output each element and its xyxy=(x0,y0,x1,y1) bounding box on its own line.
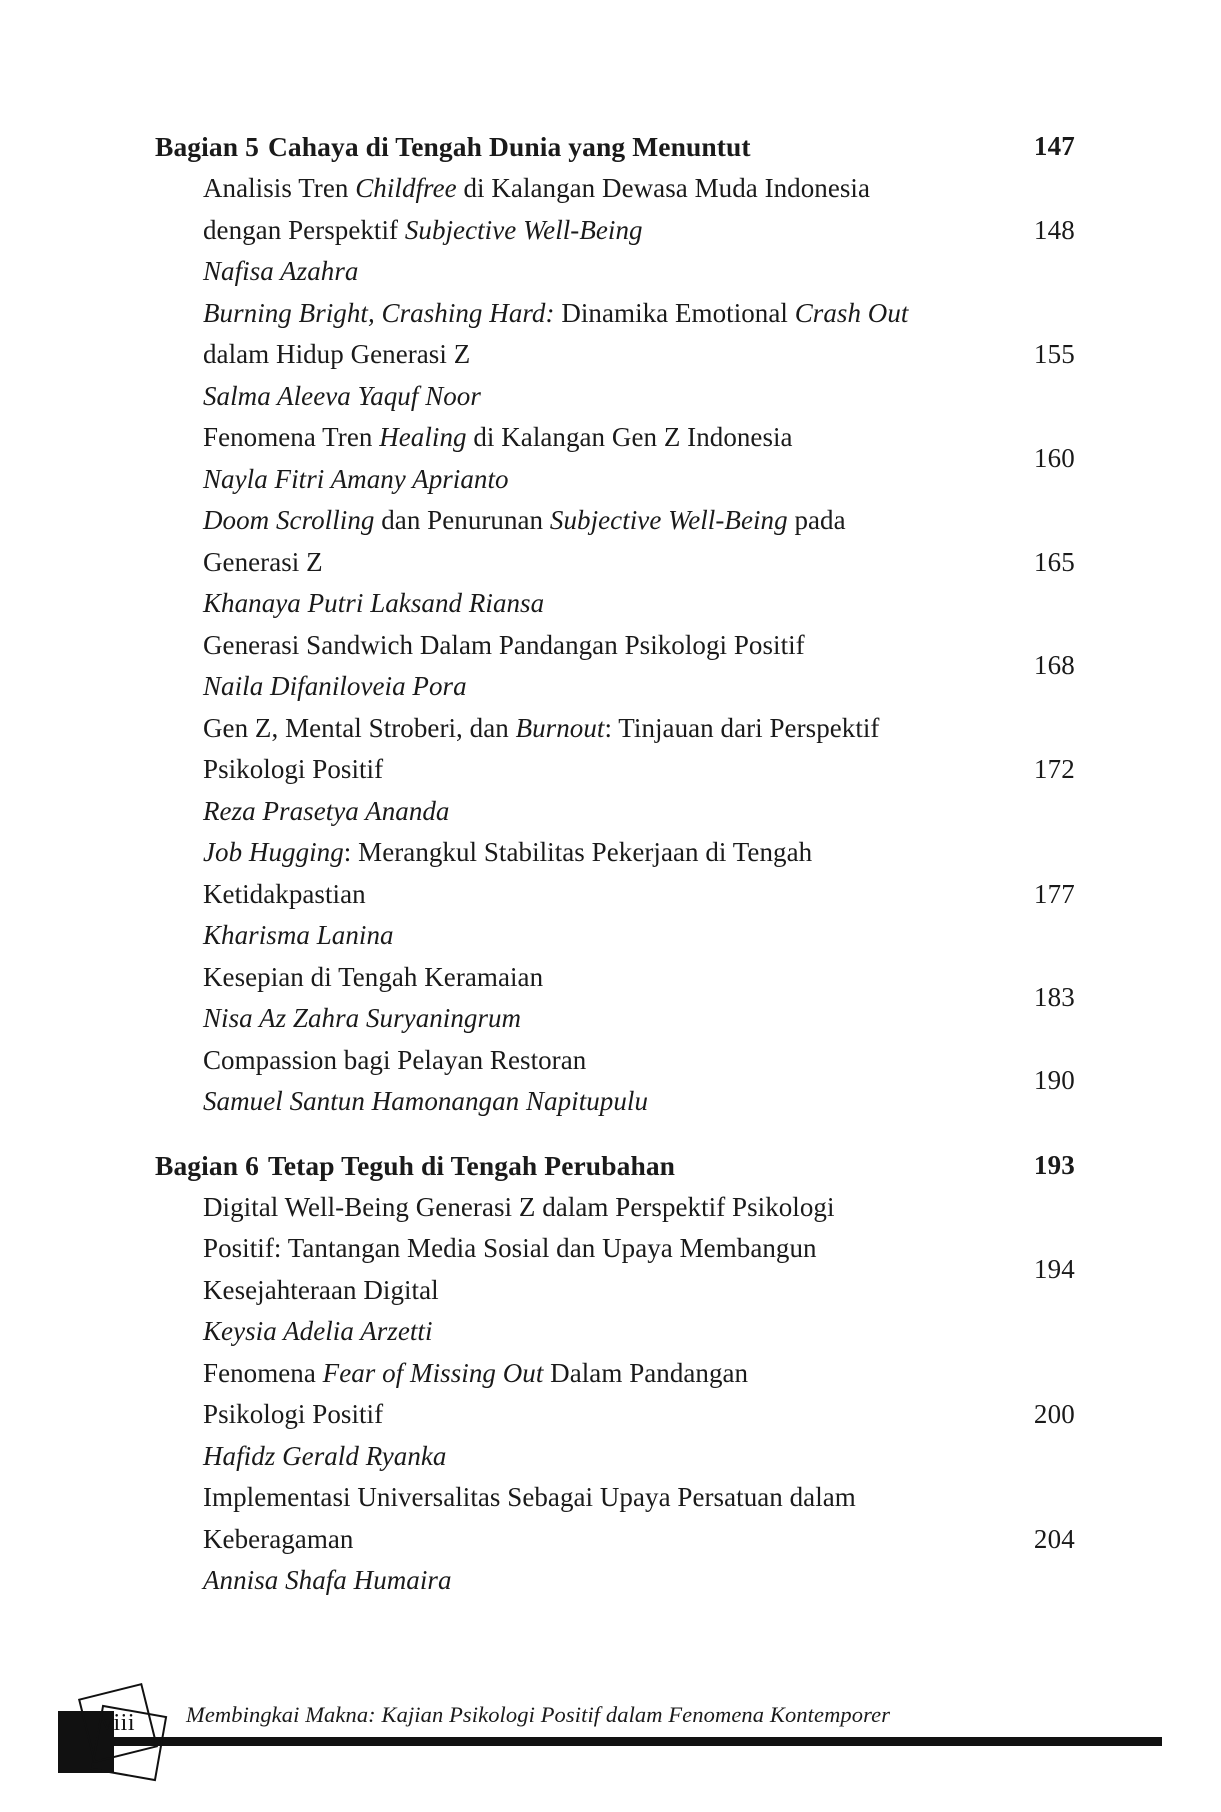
text-run: Compassion bagi Pelayan Restoran xyxy=(203,1044,587,1075)
text-run: Implementasi Universalitas Sebagai Upaya Persatuan dalam xyxy=(203,1482,856,1512)
footer-rule xyxy=(58,1737,1162,1746)
toc-entry-row[interactable] xyxy=(155,625,1075,708)
text-run: Positif: Tantangan Media Sosial dan Upaya Membangun xyxy=(203,1233,817,1263)
toc-entry-title-line xyxy=(203,210,983,252)
toc-entry-title-line xyxy=(203,542,983,584)
toc-entry-block xyxy=(155,1187,983,1353)
toc-entry-block xyxy=(155,957,983,1040)
italic-run: Job Hugging xyxy=(203,837,344,867)
toc-part-heading-text xyxy=(155,1145,983,1187)
toc-entry-page-number: 177 xyxy=(1033,878,1075,909)
toc-entry-author: Reza Prasetya Ananda xyxy=(203,795,450,826)
toc-part-heading-row[interactable] xyxy=(155,126,1075,168)
toc-entry-author: Kharisma Lanina xyxy=(203,920,394,950)
text-run: Ketidakpastian xyxy=(203,878,366,909)
text-run: : Merangkul Stabilitas Pekerjaan di Tengah xyxy=(343,837,813,867)
text-run: Generasi Sandwich Dalam Pandangan Psikologi Positif xyxy=(203,629,805,660)
text-run: Psikologi Positif xyxy=(203,754,384,784)
toc-entry-block xyxy=(155,1477,983,1602)
toc-entry-title-line xyxy=(203,1394,983,1436)
toc-entry-author: Hafidz Gerald Ryanka xyxy=(203,1440,447,1471)
toc-entry-author: Nisa Az Zahra Suryaningrum xyxy=(203,1003,522,1033)
text-run: Generasi Z xyxy=(203,546,323,577)
text-run: Dalam Pandangan xyxy=(543,1357,749,1388)
toc-entry-author: Nayla Fitri Amany Aprianto xyxy=(203,463,509,494)
toc-entry-block xyxy=(155,500,983,625)
part-page-number: 193 xyxy=(1033,1149,1075,1180)
toc-entry-page-number: 155 xyxy=(1033,339,1075,369)
toc-entry-page-number: 168 xyxy=(1033,650,1075,681)
text-run: dengan Perspektif xyxy=(203,214,405,245)
toc-entry-text xyxy=(155,168,983,293)
toc-entry-text xyxy=(155,1187,983,1353)
toc-entry-row[interactable] xyxy=(155,1477,1075,1602)
part-title: Cahaya di Tengah Dunia yang Menuntut xyxy=(267,131,751,162)
toc-entry-text xyxy=(155,625,983,708)
toc-entry-title-line xyxy=(203,749,983,791)
text-run: di Kalangan Gen Z Indonesia xyxy=(466,422,793,452)
toc-entry-page-number: 183 xyxy=(1033,982,1075,1013)
toc-entry-title-line xyxy=(203,1040,983,1082)
toc-entry-title-line xyxy=(203,1353,983,1395)
italic-run: Crash Out xyxy=(794,297,909,328)
toc-entry-author: Nafisa Azahra xyxy=(203,256,359,286)
toc-entry-title-line xyxy=(203,293,983,335)
toc-entry-title-line xyxy=(203,832,983,874)
toc-entry-title-line xyxy=(203,874,983,916)
text-run: dalam Hidup Generasi Z xyxy=(203,339,471,369)
toc-entry-page-number: 204 xyxy=(1033,1523,1075,1554)
toc-entry-title-line xyxy=(203,334,983,376)
toc-part-heading-text xyxy=(155,126,983,168)
text-run: Dinamika Emotional xyxy=(554,297,795,328)
toc-part-heading-row[interactable] xyxy=(155,1145,1075,1187)
toc-entry-row[interactable] xyxy=(155,708,1075,833)
text-run: Kesejahteraan Digital xyxy=(203,1274,439,1305)
text-run: pada xyxy=(787,505,846,535)
italic-run: Subjective Well-Being xyxy=(549,505,788,535)
toc-entry-row[interactable] xyxy=(155,957,1075,1040)
page-footer xyxy=(0,1652,1221,1812)
toc-entry-block xyxy=(155,417,983,500)
toc-entry-page-number: 200 xyxy=(1033,1399,1075,1429)
text-run: dan Penurunan xyxy=(374,505,550,535)
toc-entry-title-line xyxy=(203,1228,983,1270)
part-label: Bagian 5 xyxy=(155,131,259,162)
toc-entry-row[interactable] xyxy=(155,417,1075,500)
italic-run: Subjective Well-Being xyxy=(404,214,643,245)
toc-entry-block xyxy=(155,168,983,293)
toc-entry-page-number: 165 xyxy=(1033,546,1075,577)
toc-entry-row[interactable] xyxy=(155,168,1075,293)
toc-entry-text xyxy=(155,708,983,833)
toc-entry-title-line xyxy=(203,417,983,459)
toc-entry-text xyxy=(155,417,983,500)
text-run: Analisis Tren xyxy=(203,173,356,203)
text-run: Psikologi Positif xyxy=(203,1399,384,1429)
text-run: Fenomena Tren xyxy=(203,422,380,452)
text-run: Kesepian di Tengah Keramaian xyxy=(203,961,544,992)
toc-entry-author: Khanaya Putri Laksand Riansa xyxy=(203,588,545,618)
toc-entry-row[interactable] xyxy=(155,500,1075,625)
toc-entry-text xyxy=(155,500,983,625)
text-run: Gen Z, Mental Stroberi, dan xyxy=(203,712,516,743)
toc-entry-title-line xyxy=(203,957,983,999)
text-run: : Tinjauan dari Perspektif xyxy=(604,712,880,743)
toc-entry-author: Keysia Adelia Arzetti xyxy=(203,1316,433,1346)
toc-entry-row[interactable] xyxy=(155,832,1075,957)
toc-entry-title-line xyxy=(203,625,983,667)
part-label: Bagian 6 xyxy=(155,1149,259,1181)
part-title: Tetap Teguh di Tengah Perubahan xyxy=(267,1149,676,1181)
italic-run: Doom Scrolling xyxy=(203,505,375,535)
toc-entry-page-number: 190 xyxy=(1033,1065,1075,1096)
part-page-number: 147 xyxy=(1033,131,1075,161)
toc-entry-block xyxy=(155,708,983,833)
toc-entry-author: Annisa Shafa Humaira xyxy=(203,1565,452,1595)
part-heading xyxy=(155,126,983,168)
toc-entry-page-number: 172 xyxy=(1033,754,1075,784)
text-run: Digital Well-Being Generasi Z dalam Perspektif Psikologi xyxy=(203,1191,835,1222)
page-number: viii xyxy=(100,1709,135,1736)
italic-run: Burning Bright, Crashing Hard: xyxy=(203,297,555,328)
italic-run: Childfree xyxy=(355,173,457,203)
toc-entry-row[interactable] xyxy=(155,1187,1075,1353)
text-run: Keberagaman xyxy=(203,1523,354,1554)
toc-entry-title-line xyxy=(203,1187,983,1229)
toc-entry-block xyxy=(155,293,983,418)
toc-entry-text xyxy=(155,832,983,957)
toc-entry-page-number: 194 xyxy=(1033,1253,1075,1284)
toc-entry-author: Salma Aleeva Yaquf Noor xyxy=(203,380,481,411)
toc-entry-text xyxy=(155,957,983,1040)
toc-entry-block xyxy=(155,625,983,708)
toc-entry-row[interactable] xyxy=(155,1040,1075,1123)
toc-entry-title-line xyxy=(203,1270,983,1312)
toc-entry-title-line xyxy=(203,500,983,542)
toc-entry-title-line xyxy=(203,168,983,210)
toc-entry-text xyxy=(155,1040,983,1123)
toc-entry-row[interactable] xyxy=(155,293,1075,418)
italic-run: Fear of Missing Out xyxy=(322,1357,544,1388)
italic-run: Healing xyxy=(379,422,467,452)
toc-entry-row[interactable] xyxy=(155,1353,1075,1478)
part-spacer xyxy=(155,1123,1075,1145)
toc-entry-text xyxy=(155,1477,983,1602)
toc-entry-page-number: 148 xyxy=(1033,214,1075,245)
text-run: Fenomena xyxy=(203,1357,323,1388)
toc-entry-text xyxy=(155,293,983,418)
part-heading xyxy=(155,1145,983,1187)
toc-entry-block xyxy=(155,1040,983,1123)
toc-container xyxy=(155,126,1075,1602)
toc-entry-block xyxy=(155,1353,983,1478)
toc-entry-block xyxy=(155,832,983,957)
toc-entry-title-line xyxy=(203,708,983,750)
toc-entry-title-line xyxy=(203,1477,983,1519)
toc-entry-author: Naila Difaniloveia Pora xyxy=(203,671,467,701)
toc-entry-title-line xyxy=(203,1519,983,1561)
toc-entry-page-number: 160 xyxy=(1033,442,1075,473)
toc-entry-author: Samuel Santun Hamonangan Napitupulu xyxy=(203,1086,648,1116)
toc-entry-text xyxy=(155,1353,983,1478)
italic-run: Burnout xyxy=(515,712,605,743)
text-run: di Kalangan Dewasa Muda Indonesia xyxy=(456,173,870,203)
running-title: Membingkai Makna: Kajian Psikologi Positif dalam Fenomena Kontemporer xyxy=(186,1702,891,1727)
